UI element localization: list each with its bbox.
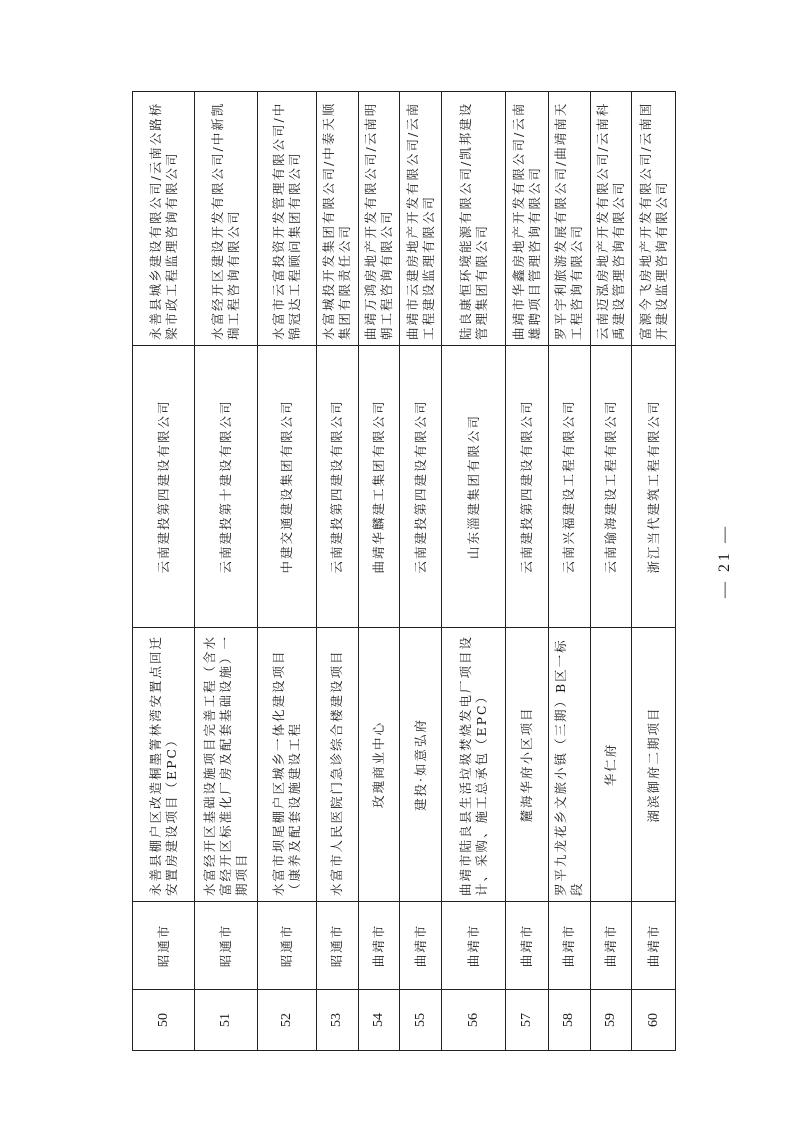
related-units-cell: 曲靖万鸿房地产开发有限公司/云南明朝工程咨询有限公司 xyxy=(358,92,400,346)
related-units-cell: 水富城投开发集团有限公司/中泰天顺集团有限责任公司 xyxy=(317,92,359,346)
city-cell: 曲靖市 xyxy=(358,902,400,990)
project-name-cell: 华仁府 xyxy=(590,628,632,902)
city-cell: 昭通市 xyxy=(317,902,359,990)
city-cell: 曲靖市 xyxy=(590,902,632,990)
contractor-cell: 云南建投第四建设有限公司 xyxy=(400,346,442,628)
city-cell: 昭通市 xyxy=(195,902,257,990)
related-units-cell: 曲靖市华鑫房地产开发有限公司/云南雄聘项目管理咨询有限公司 xyxy=(506,92,549,346)
contractor-cell: 中建交通建设集团有限公司 xyxy=(257,346,316,628)
table-row xyxy=(441,92,505,1051)
city-cell: 曲靖市 xyxy=(400,902,442,990)
row-number: 52 xyxy=(257,990,316,1051)
project-name-cell: 建投·如意弘府 xyxy=(400,628,442,902)
related-units-cell: 永善县城乡建设有限公司/云南公路桥梁市政工程监理咨询有限公司 xyxy=(133,92,195,346)
contractor-cell: 云南建投第四建设有限公司 xyxy=(317,346,359,628)
contractor-cell: 浙江当代建筑工程有限公司 xyxy=(632,346,676,628)
city-cell: 曲靖市 xyxy=(441,902,505,990)
related-units-cell: 水富市云富投资开发管理有限公司/中锦冠达工程顾问集团有限公司 xyxy=(257,92,316,346)
row-number: 57 xyxy=(506,990,549,1051)
project-name-cell: 玫瑰商业中心 xyxy=(358,628,400,902)
table-row xyxy=(358,92,400,1051)
project-name-cell: 曲靖市陆良县生活垃圾焚烧发电厂项目设计、采购、施工总承包（EPC） xyxy=(441,628,505,902)
project-name-cell: 麓海华府小区项目 xyxy=(506,628,549,902)
table-row xyxy=(590,92,632,1051)
contractor-cell: 云南瑜海建设工程有限公司 xyxy=(590,346,632,628)
project-name-cell: 湖滨御府二期项目 xyxy=(632,628,676,902)
table-row xyxy=(549,92,591,1051)
row-number: 55 xyxy=(400,990,442,1051)
related-units-cell: 曲靖市云建房地产开发有限公司/云南工程建设监理有限公司 xyxy=(400,92,442,346)
contractor-cell: 云南建投第十建设有限公司 xyxy=(195,346,257,628)
page-number: — 21 — xyxy=(716,524,733,598)
contractor-cell: 曲靖华麟建工集团有限公司 xyxy=(358,346,400,628)
contractor-cell: 云南建投第四建设有限公司 xyxy=(506,346,549,628)
row-number: 58 xyxy=(549,990,591,1051)
table-row xyxy=(195,92,257,1051)
project-name-cell: 罗平九龙花乡文旅小镇（三期）B区一标段 xyxy=(549,628,591,902)
contractor-cell: 云南兴福建设工程有限公司 xyxy=(549,346,591,628)
contractor-cell: 云南建投第四建设有限公司 xyxy=(133,346,195,628)
row-number: 54 xyxy=(358,990,400,1051)
project-name-cell: 永善县棚户区改造桐墨箐林湾安置点回迁安置房建设项目（EPC） xyxy=(133,628,195,902)
city-cell: 曲靖市 xyxy=(632,902,676,990)
related-units-cell: 云南迈泓房地产开发有限公司/云南科禹建设管理咨询有限公司 xyxy=(590,92,632,346)
city-cell: 曲靖市 xyxy=(506,902,549,990)
related-units-cell: 罗平宇利旅游发展有限公司/曲靖南天工程咨询有限公司 xyxy=(549,92,591,346)
contractor-cell: 山东淄建集团有限公司 xyxy=(441,346,505,628)
table-row xyxy=(133,92,195,1051)
city-cell: 曲靖市 xyxy=(549,902,591,990)
table-row xyxy=(506,92,549,1051)
row-number: 50 xyxy=(133,990,195,1051)
table-row xyxy=(400,92,442,1051)
project-name-cell: 水富经开区基础设施项目完善工程（含水富经开区标准化厂房及配套基础设施）一期项目 xyxy=(195,628,257,902)
table-row xyxy=(257,92,316,1051)
row-number: 60 xyxy=(632,990,676,1051)
city-cell: 昭通市 xyxy=(133,902,195,990)
table-row xyxy=(632,92,676,1051)
row-number: 51 xyxy=(195,990,257,1051)
table-row xyxy=(317,92,359,1051)
row-number: 56 xyxy=(441,990,505,1051)
city-cell: 昭通市 xyxy=(257,902,316,990)
project-name-cell: 水富市人民医院门急诊综合楼建设项目 xyxy=(317,628,359,902)
project-table xyxy=(132,91,676,1051)
row-number: 59 xyxy=(590,990,632,1051)
row-number: 53 xyxy=(317,990,359,1051)
related-units-cell: 水富经开区建设开发有限公司/中新凯瑞工程咨询有限公司 xyxy=(195,92,257,346)
related-units-cell: 富源今飞房地产开发有限公司/云南国开建设监理咨询有限公司 xyxy=(632,92,676,346)
project-name-cell: 水富市坝尾棚户区城乡一体化建设项目（康养及配套设施建设工程 xyxy=(257,628,316,902)
related-units-cell: 陆良康恒环境能源有限公司/凯邦建设管理集团有限公司 xyxy=(441,92,505,346)
